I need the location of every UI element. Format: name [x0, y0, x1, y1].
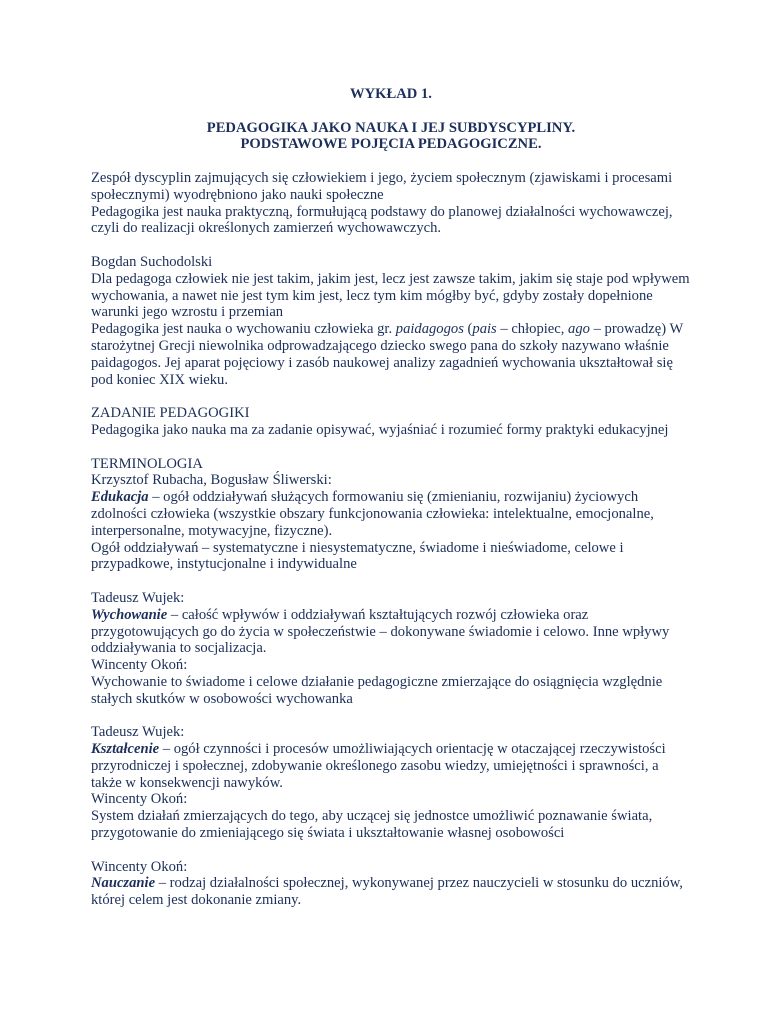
etym-text-d: – prowadzę) W starożytnej Grecji niewolnika odprowadzającego dziecko swego pana do szkoły nazywano właśnie paidagogos. Jej aparat pojęciowy i zasób naukowej analizy zagadnień wychowania ukształtował się pod koniec XIX wieku.	[91, 321, 684, 388]
intro-paragraph-2: Pedagogika jest nauka praktyczną, formułującą podstawy do planowej działalności wychowawczej, czyli do realizacji określonych zamierzeń wychowawczych.	[91, 203, 673, 237]
term-edukacja: Edukacja	[91, 489, 149, 506]
definition-wychowanie-okon: Wychowanie to świadome i celowe działanie pedagogiczne zmierzające do osiągnięcia względnie stałych skutków w osobowości wychowanka	[91, 673, 663, 707]
section-heading-task: ZADANIE PEDAGOGIKI	[91, 405, 250, 422]
suchodolski-quote: Dla pedagoga człowiek nie jest takim, jakim jest, lecz jest zawsze takim, jakim się staje pod wpływem wychowania, a nawet nie jest tym kim jest, lecz tym kim mógłby być, gdyby zostały dopełnione warunki jego wzrostu i przemian	[91, 270, 690, 321]
definition-wychowanie	[91, 607, 691, 657]
definition-ksztalcenie	[91, 741, 691, 791]
definition-ksztalcenie-okon: System działań zmierzających do tego, aby uczącej się jednostce umożliwić poznawanie świata, przygotowanie do zmieniającego się świata i ukształtowanie własnej osobowości	[91, 808, 653, 842]
author-okon-3: Wincenty Okoń:	[91, 858, 188, 875]
etym-paidagogos: paidagogos	[395, 321, 464, 338]
author-wujek-1: Tadeusz Wujek:	[91, 589, 185, 606]
section-heading-terminology: TERMINOLOGIA	[91, 455, 203, 472]
term-nauczanie: Nauczanie	[91, 875, 156, 892]
etymology-paragraph	[91, 321, 691, 388]
def-edukacja-text: – ogół oddziaływań służących formowaniu się (zmienianiu, rozwijaniu) życiowych zdolności człowieka (wszystkie obszary funkcjonowania człowieka: intelektualne, emocjonalne, interpersonalne, motywacyjne, fizyczne).	[91, 489, 654, 539]
author-suchodolski: Bogdan Suchodolski	[91, 253, 213, 270]
definition-nauczanie	[91, 875, 691, 909]
etym-text-a: Pedagogika jest nauka o wychowaniu człowieka gr.	[91, 321, 396, 338]
author-okon-2: Wincenty Okoń:	[91, 791, 188, 808]
def-ksztalcenie-text: – ogół czynności i procesów umożliwiających orientację w otaczającej rzeczywistości przyrodniczej i społecznej, zdobywanie określonego zasobu wiedzy, umiejętności i sprawności, a także w konsekwencji nawyków.	[91, 741, 666, 791]
intro-paragraph-1: Zespół dyscyplin zajmujących się człowiekiem i jego, życiem społecznym (zjawiskami i procesami społecznymi) wyodrębniono jako nauki społeczne	[91, 169, 673, 203]
lecture-title: WYKŁAD 1.	[350, 86, 432, 102]
document-heading-line-2: PODSTAWOWE POJĘCIA PEDAGOGICZNE.	[240, 136, 542, 153]
etym-pais: pais	[472, 321, 497, 338]
term-ksztalcenie: Kształcenie	[91, 741, 160, 758]
author-wujek-2: Tadeusz Wujek:	[91, 724, 185, 741]
term-wychowanie: Wychowanie	[91, 606, 168, 623]
def-nauczanie-text: – rodzaj działalności społecznej, wykonywanej przez nauczycieli w stosunku do uczniów, której celem jest dokonanie zmiany.	[91, 875, 683, 909]
task-paragraph: Pedagogika jako nauka ma za zadanie opisywać, wyjaśniać i rozumieć formy praktyki edukacyjnej	[91, 421, 669, 438]
etym-text-c: – chłopiec,	[496, 321, 569, 338]
document-page	[91, 86, 691, 909]
author-okon-1: Wincenty Okoń:	[91, 657, 188, 674]
etym-ago: ago	[568, 321, 590, 338]
etym-text-b: (	[463, 321, 473, 338]
definition-edukacja-extra: Ogół oddziaływań – systematyczne i niesystematyczne, świadome i nieświadome, celowe i przypadkowe, instytucjonalne i indywidualne	[91, 539, 624, 573]
def-wychowanie-text: – całość wpływów i oddziaływań kształtujących rozwój człowieka oraz przygotowujących go do życia w społeczeństwie – dokonywane świadomie i celowo. Inne wpływy oddziaływania to socjalizacja.	[91, 606, 670, 657]
definition-edukacja	[91, 489, 691, 539]
author-rubacha-sliwerski: Krzysztof Rubacha, Bogusław Śliwerski:	[91, 472, 332, 489]
document-heading-line-1: PEDAGOGIKA JAKO NAUKA I JEJ SUBDYSCYPLINY.	[206, 119, 576, 136]
